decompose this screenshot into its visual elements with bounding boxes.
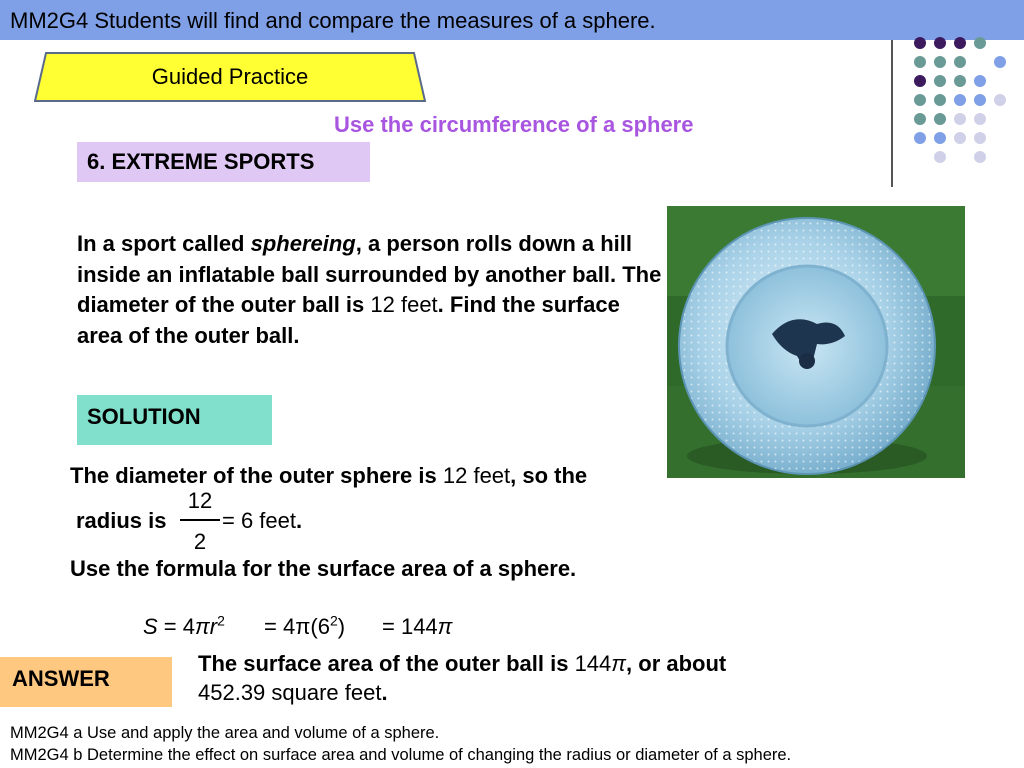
problem-text xyxy=(77,229,667,351)
radius-period: . xyxy=(296,508,303,533)
slide-title: MM2G4 Students will find and compare the measures of a sphere. xyxy=(10,8,656,33)
eq-part: = 144 xyxy=(382,614,438,639)
diameter-value: 12 feet xyxy=(442,463,511,488)
decorative-dot xyxy=(934,75,946,87)
decorative-dot xyxy=(954,94,966,106)
divider-line xyxy=(891,40,893,187)
eq-part: = 4π(6 xyxy=(264,614,330,639)
footer-standards xyxy=(10,722,791,766)
answer-approx: 452.39 square feet xyxy=(198,680,382,705)
eq-var-r: r xyxy=(209,614,218,639)
footer-line-1: MM2G4 a Use and apply the area and volume of a sphere. xyxy=(10,724,440,742)
decorative-dot xyxy=(954,75,966,87)
decorative-dot xyxy=(914,75,926,87)
guided-practice-label: Guided Practice xyxy=(151,64,309,89)
answer-part: . xyxy=(381,680,388,705)
problem-part: , a person rolls down a hill inside an inflatable ball surrounded by another ball. The diameter of the outer ball is xyxy=(77,231,662,317)
answer-part: , or about xyxy=(626,651,727,676)
decorative-dot xyxy=(994,56,1006,68)
answer-part: The surface area of the outer ball is xyxy=(198,651,575,676)
eq-var-s: S xyxy=(143,614,158,639)
eq-part: ) xyxy=(337,614,346,639)
problem-part: In a sport called xyxy=(77,231,251,256)
decorative-dot xyxy=(914,132,926,144)
decorative-dot xyxy=(914,56,926,68)
decorative-dot xyxy=(934,37,946,49)
decorative-dot xyxy=(934,132,946,144)
fraction-numerator: 12 xyxy=(187,488,213,513)
solution-text-part: The diameter of the outer sphere is xyxy=(70,463,443,488)
radius-value: = 6 feet xyxy=(222,508,297,533)
sub-heading: Use the circumference of a sphere xyxy=(334,112,694,137)
fraction-denominator: 2 xyxy=(193,529,207,554)
equation-result xyxy=(382,614,452,640)
equation-substitution xyxy=(264,614,345,640)
problem-term: sphereing xyxy=(250,231,356,256)
zorb-ball-photo xyxy=(667,206,965,478)
eq-part: = 4 xyxy=(157,614,195,639)
decorative-dot xyxy=(994,94,1006,106)
radius-result xyxy=(222,508,302,534)
solution-line-1 xyxy=(70,463,587,489)
fraction-bar xyxy=(180,519,220,521)
example-label: 6. EXTREME SPORTS xyxy=(87,149,315,174)
decorative-dot xyxy=(914,37,926,49)
decorative-dot xyxy=(954,56,966,68)
answer-label: ANSWER xyxy=(12,666,110,691)
eq-exponent: 2 xyxy=(217,612,225,629)
solution-line-3: Use the formula for the surface area of a sphere. xyxy=(70,556,577,581)
radius-label: radius is xyxy=(76,508,167,533)
decorative-dot xyxy=(934,151,946,163)
solution-text-part: , so the xyxy=(510,463,588,488)
decorative-dot xyxy=(974,113,986,125)
footer-line-2: MM2G4 b Determine the effect on surface area and volume of changing the radius or diameter of a sphere. xyxy=(10,746,792,764)
decorative-dot xyxy=(974,75,986,87)
answer-pi: π xyxy=(611,651,627,676)
problem-part: . Find the surface area of the outer ball. xyxy=(77,292,620,348)
solution-label: SOLUTION xyxy=(87,404,201,429)
decorative-dot xyxy=(934,113,946,125)
answer-text xyxy=(198,649,828,707)
eq-pi: π xyxy=(437,614,453,639)
eq-pi: π xyxy=(195,614,210,639)
decorative-dot xyxy=(974,37,986,49)
decorative-dot xyxy=(934,56,946,68)
decorative-dot xyxy=(974,132,986,144)
decorative-dot xyxy=(974,151,986,163)
decorative-dot xyxy=(914,94,926,106)
equation-formula xyxy=(143,614,225,640)
answer-value: 144 xyxy=(574,651,612,676)
decorative-dot xyxy=(954,132,966,144)
decorative-dot xyxy=(974,94,986,106)
decorative-dot xyxy=(954,37,966,49)
decorative-dot xyxy=(934,94,946,106)
decorative-dot xyxy=(954,113,966,125)
eq-exponent: 2 xyxy=(329,612,338,629)
decorative-dot xyxy=(914,113,926,125)
problem-diameter-value: 12 feet xyxy=(370,292,438,317)
